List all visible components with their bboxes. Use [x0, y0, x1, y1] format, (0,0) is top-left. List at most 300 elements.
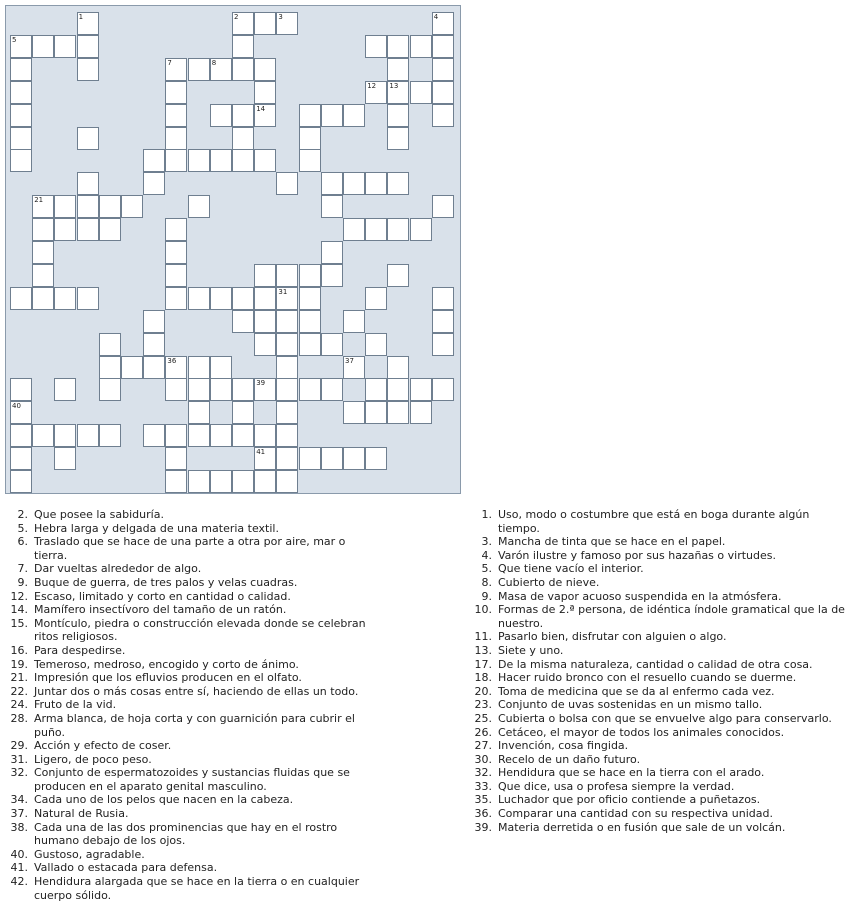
clue-item: [468, 644, 848, 658]
clue-text: Que posee la sabiduría.: [34, 508, 164, 521]
clue-item: [4, 617, 376, 644]
grid-cell[interactable]: [254, 81, 276, 104]
clue-number: 3: [278, 13, 283, 21]
clue-item: [4, 821, 376, 848]
grid-cell[interactable]: [432, 287, 454, 310]
clue-number: 26.: [474, 725, 492, 739]
clue-item: [4, 685, 376, 699]
grid-cell[interactable]: [299, 127, 321, 150]
clue-item: [468, 698, 848, 712]
crossword-grid: [5, 5, 461, 494]
grid-cell[interactable]: [276, 333, 298, 356]
clue-item: [468, 535, 848, 549]
grid-cell[interactable]: [254, 310, 276, 333]
grid-cell[interactable]: [410, 378, 432, 401]
grid-cell[interactable]: [54, 447, 76, 470]
grid-cell[interactable]: [99, 424, 121, 447]
clue-item: [4, 753, 376, 767]
clue-text: Hendidura alargada que se hace en la tierra o en cualquier cuerpo sólido.: [34, 875, 360, 902]
grid-cell[interactable]: [10, 447, 32, 470]
grid-cell[interactable]: [165, 127, 187, 150]
grid-cell[interactable]: [365, 218, 387, 241]
grid-cell[interactable]: [165, 58, 187, 81]
grid-cell[interactable]: [365, 35, 387, 58]
grid-cell[interactable]: [188, 58, 210, 81]
grid-cell[interactable]: [99, 356, 121, 379]
grid-cell[interactable]: [77, 127, 99, 150]
clue-text: Cubierto de nieve.: [498, 575, 600, 589]
clue-number: 39.: [474, 820, 492, 834]
grid-cell[interactable]: [432, 81, 454, 104]
clue-number: 5.: [17, 521, 28, 535]
clue-text: Ligero, de poco peso.: [34, 752, 152, 766]
grid-cell[interactable]: [188, 195, 210, 218]
grid-cell[interactable]: [10, 287, 32, 310]
clue-number: 23.: [474, 698, 492, 712]
grid-cell[interactable]: [143, 356, 165, 379]
grid-cell[interactable]: [188, 470, 210, 493]
grid-cell[interactable]: [210, 424, 232, 447]
grid-cell[interactable]: [321, 195, 343, 218]
grid-cell[interactable]: [77, 172, 99, 195]
clue-number: 5.: [481, 562, 492, 576]
clue-number: 1.: [481, 508, 492, 521]
grid-cell[interactable]: [276, 264, 298, 287]
grid-cell[interactable]: [143, 172, 165, 195]
clue-text: Invención, cosa fingida.: [498, 739, 629, 753]
grid-cell[interactable]: [54, 378, 76, 401]
clue-text: Uso, modo o costumbre que está en boga durante algún tiempo.: [498, 508, 810, 535]
grid-cell[interactable]: [165, 287, 187, 310]
grid-cell[interactable]: [365, 401, 387, 424]
clue-number: 16.: [10, 643, 28, 657]
grid-cell[interactable]: [276, 12, 298, 35]
clue-text: Conjunto de uvas sostenidas en un mismo tallo.: [498, 698, 763, 712]
grid-cell[interactable]: [121, 356, 143, 379]
grid-cell[interactable]: [54, 287, 76, 310]
vertical-clues-list: [468, 508, 848, 834]
clue-item: [468, 603, 848, 630]
grid-cell[interactable]: [276, 470, 298, 493]
grid-cell[interactable]: [254, 264, 276, 287]
grid-cell[interactable]: [254, 447, 276, 470]
grid-cell[interactable]: [77, 58, 99, 81]
grid-cell[interactable]: [54, 424, 76, 447]
clue-text: Acción y efecto de coser.: [34, 739, 172, 753]
clue-text: Formas de 2.ª persona, de idéntica índole gramatical que la de nuestro.: [498, 603, 845, 630]
clue-number: 11.: [474, 630, 492, 644]
grid-cell[interactable]: [77, 12, 99, 35]
grid-cell[interactable]: [143, 333, 165, 356]
clue-item: [468, 712, 848, 726]
grid-cell[interactable]: [387, 58, 409, 81]
grid-cell[interactable]: [299, 104, 321, 127]
grid-cell[interactable]: [165, 218, 187, 241]
grid-cell[interactable]: [10, 35, 32, 58]
grid-cell[interactable]: [232, 287, 254, 310]
clue-number: 12.: [10, 589, 28, 603]
grid-cell[interactable]: [432, 104, 454, 127]
clue-text: Temeroso, medroso, encogido y corto de ánimo.: [34, 657, 299, 671]
clue-number: 35.: [474, 793, 492, 807]
clue-number: 30.: [474, 752, 492, 766]
horizontal-clues-list: [4, 508, 376, 902]
grid-cell[interactable]: [99, 378, 121, 401]
clue-item: [4, 861, 376, 875]
grid-cell[interactable]: [165, 447, 187, 470]
clue-item: [4, 875, 376, 902]
grid-cell[interactable]: [165, 241, 187, 264]
grid-cell[interactable]: [276, 172, 298, 195]
clue-number: 15.: [10, 616, 28, 630]
grid-cell[interactable]: [165, 378, 187, 401]
clue-number: 13: [389, 81, 399, 90]
clue-text: Hacer ruido bronco con el resuello cuando se duerme.: [498, 671, 797, 685]
grid-cell[interactable]: [10, 149, 32, 172]
clue-item: [468, 562, 848, 576]
grid-cell[interactable]: [299, 378, 321, 401]
grid-cell[interactable]: [432, 195, 454, 218]
grid-cell[interactable]: [387, 172, 409, 195]
grid-cell[interactable]: [387, 127, 409, 150]
grid-cell[interactable]: [321, 241, 343, 264]
grid-cell[interactable]: [432, 333, 454, 356]
clue-text: Juntar dos o más cosas entre sí, haciendo de ellas un todo.: [34, 684, 359, 698]
grid-cell[interactable]: [210, 378, 232, 401]
grid-cell[interactable]: [365, 333, 387, 356]
clue-number: 21.: [10, 671, 28, 685]
clue-item: [468, 508, 848, 535]
clue-number: 37.: [10, 807, 28, 821]
clue-number: 1: [78, 13, 84, 21]
grid-cell[interactable]: [299, 149, 321, 172]
grid-cell[interactable]: [343, 356, 365, 379]
clue-text: Comparar una cantidad con su respectiva unidad.: [498, 807, 773, 821]
clue-item: [4, 644, 376, 658]
clue-text: Montículo, piedra o construcción elevada donde se celebran ritos religiosos.: [34, 616, 366, 644]
grid-cell[interactable]: [432, 58, 454, 81]
grid-cell[interactable]: [10, 81, 32, 104]
grid-cell[interactable]: [32, 287, 54, 310]
clue-item: [468, 685, 848, 699]
grid-cell[interactable]: [299, 310, 321, 333]
grid-cell[interactable]: [365, 172, 387, 195]
grid-cell[interactable]: [77, 424, 99, 447]
grid-cell[interactable]: [165, 104, 187, 127]
grid-cell[interactable]: [32, 195, 54, 218]
grid-cell[interactable]: [10, 58, 32, 81]
grid-cell[interactable]: [232, 424, 254, 447]
clue-number: 2: [234, 13, 239, 21]
clue-number: 3.: [481, 535, 492, 549]
clue-text: Cada una de las dos prominencias que hay en el rostro humano debajo de los ojos.: [34, 820, 338, 848]
grid-cell[interactable]: [210, 470, 232, 493]
clue-number: 32.: [474, 766, 492, 780]
grid-cell[interactable]: [410, 35, 432, 58]
clue-number: 5: [12, 35, 17, 44]
grid-cell[interactable]: [143, 424, 165, 447]
clue-text: Que dice, usa o profesa siempre la verdad.: [498, 779, 735, 793]
clue-number: 9.: [17, 575, 28, 589]
grid-cell[interactable]: [276, 378, 298, 401]
grid-cell[interactable]: [387, 218, 409, 241]
clue-text: Cubierta o bolsa con que se envuelve algo para conservarlo.: [498, 711, 832, 725]
grid-cell[interactable]: [121, 195, 143, 218]
clue-number: 2.: [17, 508, 28, 521]
grid-cell[interactable]: [410, 218, 432, 241]
clue-text: Hendidura que se hace en la tierra con el arado.: [498, 766, 765, 780]
grid-cell[interactable]: [54, 35, 76, 58]
grid-cell[interactable]: [210, 149, 232, 172]
clue-item: [468, 590, 848, 604]
grid-cell[interactable]: [276, 424, 298, 447]
clue-number: 40: [12, 402, 21, 411]
clue-number: 13.: [474, 643, 492, 657]
grid-cell[interactable]: [365, 447, 387, 470]
clue-item: [468, 753, 848, 767]
clue-number: 6.: [17, 535, 28, 549]
grid-cell[interactable]: [77, 287, 99, 310]
grid-cell[interactable]: [188, 378, 210, 401]
grid-cell[interactable]: [343, 401, 365, 424]
clue-item: [468, 780, 848, 794]
grid-cell[interactable]: [232, 401, 254, 424]
clue-number: 41: [256, 448, 266, 457]
grid-cell[interactable]: [276, 356, 298, 379]
clue-item: [4, 807, 376, 821]
grid-cell[interactable]: [143, 149, 165, 172]
grid-cell[interactable]: [165, 470, 187, 493]
clue-item: [4, 739, 376, 753]
grid-cell[interactable]: [143, 310, 165, 333]
grid-cell[interactable]: [299, 447, 321, 470]
grid-cell[interactable]: [232, 35, 254, 58]
clue-text: Masa de vapor acuoso suspendida en la atmósfera.: [498, 589, 782, 603]
clue-text: Siete y uno.: [498, 643, 564, 657]
grid-cell[interactable]: [32, 424, 54, 447]
grid-cell[interactable]: [410, 401, 432, 424]
clue-text: Arma blanca, de hoja corta y con guarnición para cubrir el puño.: [34, 711, 355, 739]
grid-cell[interactable]: [210, 58, 232, 81]
clue-number: 27.: [474, 739, 492, 753]
clue-number: 31: [278, 287, 288, 296]
clue-item: [4, 522, 376, 536]
grid-cell[interactable]: [299, 264, 321, 287]
grid-cell[interactable]: [99, 195, 121, 218]
grid-cell[interactable]: [32, 241, 54, 264]
grid-cell[interactable]: [210, 287, 232, 310]
grid-cell[interactable]: [432, 310, 454, 333]
grid-cell[interactable]: [387, 81, 409, 104]
grid-cell[interactable]: [54, 195, 76, 218]
grid-cell[interactable]: [254, 378, 276, 401]
clue-number: 38.: [10, 820, 28, 834]
grid-cell[interactable]: [10, 470, 32, 493]
clue-text: Dar vueltas alrededor de algo.: [34, 562, 202, 576]
clue-item: [468, 766, 848, 780]
grid-cell[interactable]: [232, 104, 254, 127]
grid-cell[interactable]: [165, 264, 187, 287]
clue-number: 10.: [474, 603, 492, 617]
grid-cell[interactable]: [77, 35, 99, 58]
clue-text: Mamífero insectívoro del tamaño de un ratón.: [34, 603, 287, 617]
clue-text: Recelo de un daño futuro.: [498, 752, 641, 766]
grid-cell[interactable]: [343, 218, 365, 241]
clue-number: 21: [34, 196, 44, 205]
grid-cell[interactable]: [321, 104, 343, 127]
grid-cell[interactable]: [188, 356, 210, 379]
clue-item: [4, 712, 376, 739]
grid-cell[interactable]: [321, 264, 343, 287]
clue-item: [4, 576, 376, 590]
clue-item: [4, 793, 376, 807]
grid-cell[interactable]: [321, 378, 343, 401]
grid-cell[interactable]: [432, 378, 454, 401]
clue-number: 39: [256, 379, 266, 388]
grid-cell[interactable]: [343, 104, 365, 127]
clue-text: Materia derretida o en fusión que sale de un volcán.: [498, 820, 786, 834]
grid-cell[interactable]: [254, 12, 276, 35]
clue-number: 42.: [10, 875, 28, 889]
clue-text: Pasarlo bien, disfrutar con alguien o algo.: [498, 630, 727, 644]
grid-cell[interactable]: [210, 356, 232, 379]
clue-text: Mancha de tinta que se hace en el papel.: [498, 535, 726, 549]
grid-cell[interactable]: [232, 378, 254, 401]
clue-text: Fruto de la vid.: [34, 698, 117, 712]
grid-cell[interactable]: [232, 127, 254, 150]
grid-cell[interactable]: [165, 149, 187, 172]
clue-text: Varón ilustre y famoso por sus hazañas o virtudes.: [498, 548, 776, 562]
grid-cell[interactable]: [321, 333, 343, 356]
grid-cell[interactable]: [387, 401, 409, 424]
clue-item: [4, 658, 376, 672]
grid-cell[interactable]: [32, 264, 54, 287]
clue-item: [468, 658, 848, 672]
grid-cell[interactable]: [276, 310, 298, 333]
grid-cell[interactable]: [365, 287, 387, 310]
grid-cell[interactable]: [254, 104, 276, 127]
grid-cell[interactable]: [387, 264, 409, 287]
grid-cell[interactable]: [210, 104, 232, 127]
clue-text: Toma de medicina que se da al enfermo cada vez.: [498, 684, 775, 698]
grid-cell[interactable]: [276, 287, 298, 310]
clue-number: 20.: [474, 684, 492, 698]
grid-cell[interactable]: [254, 424, 276, 447]
grid-cell[interactable]: [254, 149, 276, 172]
grid-cell[interactable]: [365, 378, 387, 401]
grid-cell[interactable]: [387, 104, 409, 127]
clue-text: Conjunto de espermatozoides y sustancias fluidas que se producen en el aparato genital masculino.: [34, 766, 350, 793]
grid-cell[interactable]: [188, 401, 210, 424]
grid-cell[interactable]: [10, 104, 32, 127]
grid-cell[interactable]: [321, 172, 343, 195]
grid-cell[interactable]: [254, 333, 276, 356]
clue-item: [468, 807, 848, 821]
grid-cell[interactable]: [254, 58, 276, 81]
grid-cell[interactable]: [254, 470, 276, 493]
grid-cell[interactable]: [276, 401, 298, 424]
clue-text: Buque de guerra, de tres palos y velas cuadras.: [34, 575, 298, 589]
grid-cell[interactable]: [232, 58, 254, 81]
grid-cell[interactable]: [343, 447, 365, 470]
grid-cell[interactable]: [188, 149, 210, 172]
grid-cell[interactable]: [254, 287, 276, 310]
clue-item: [4, 848, 376, 862]
grid-cell[interactable]: [432, 12, 454, 35]
clue-text: Traslado que se hace de una parte a otra por aire, mar o tierra.: [34, 535, 346, 562]
grid-cell[interactable]: [232, 149, 254, 172]
clue-number: 14.: [10, 603, 28, 617]
grid-cell[interactable]: [387, 35, 409, 58]
grid-cell[interactable]: [387, 356, 409, 379]
grid-cell[interactable]: [77, 218, 99, 241]
clue-text: Escaso, limitado y corto en cantidad o calidad.: [34, 589, 291, 603]
grid-cell[interactable]: [410, 81, 432, 104]
clue-number: 4: [433, 13, 439, 21]
grid-cell[interactable]: [10, 127, 32, 150]
grid-cell[interactable]: [432, 35, 454, 58]
clue-text: Para despedirse.: [34, 643, 126, 657]
grid-cell[interactable]: [188, 287, 210, 310]
clue-text: Luchador que por oficio contiende a puñetazos.: [498, 793, 761, 807]
grid-cell[interactable]: [54, 218, 76, 241]
clue-number: 19.: [10, 657, 28, 671]
grid-cell[interactable]: [10, 378, 32, 401]
grid-cell[interactable]: [165, 424, 187, 447]
grid-cell[interactable]: [99, 333, 121, 356]
grid-cell[interactable]: [232, 310, 254, 333]
grid-cell[interactable]: [387, 378, 409, 401]
grid-cell[interactable]: [276, 447, 298, 470]
grid-cell[interactable]: [299, 333, 321, 356]
grid-cell[interactable]: [365, 81, 387, 104]
clue-number: 25.: [474, 711, 492, 725]
grid-cell[interactable]: [32, 218, 54, 241]
grid-cell[interactable]: [321, 447, 343, 470]
grid-cell[interactable]: [32, 35, 54, 58]
clue-item: [468, 739, 848, 753]
clue-number: 17.: [474, 657, 492, 671]
clue-number: 31.: [10, 752, 28, 766]
grid-cell[interactable]: [343, 310, 365, 333]
clue-item: [468, 576, 848, 590]
grid-cell[interactable]: [343, 172, 365, 195]
clue-item: [4, 603, 376, 617]
grid-cell[interactable]: [99, 218, 121, 241]
clue-item: [4, 766, 376, 793]
clue-number: 37: [345, 356, 354, 365]
clue-number: 14: [256, 104, 266, 113]
clue-number: 12: [367, 81, 377, 90]
grid-cell[interactable]: [232, 470, 254, 493]
clue-number: 36: [167, 356, 177, 365]
clue-number: 9.: [481, 589, 492, 603]
clue-text: Cetáceo, el mayor de todos los animales conocidos.: [498, 725, 785, 739]
clue-number: 22.: [10, 684, 28, 698]
grid-cell[interactable]: [165, 356, 187, 379]
grid-cell[interactable]: [299, 287, 321, 310]
grid-cell[interactable]: [232, 12, 254, 35]
clue-text: Natural de Rusia.: [34, 807, 129, 821]
grid-cell[interactable]: [77, 195, 99, 218]
grid-cell[interactable]: [188, 424, 210, 447]
grid-cell[interactable]: [10, 424, 32, 447]
clue-text: Hebra larga y delgada de una materia textil.: [34, 521, 279, 535]
grid-cell[interactable]: [165, 81, 187, 104]
clue-number: 41.: [10, 861, 28, 875]
clue-number: 24.: [10, 698, 28, 712]
grid-cell[interactable]: [10, 401, 32, 424]
